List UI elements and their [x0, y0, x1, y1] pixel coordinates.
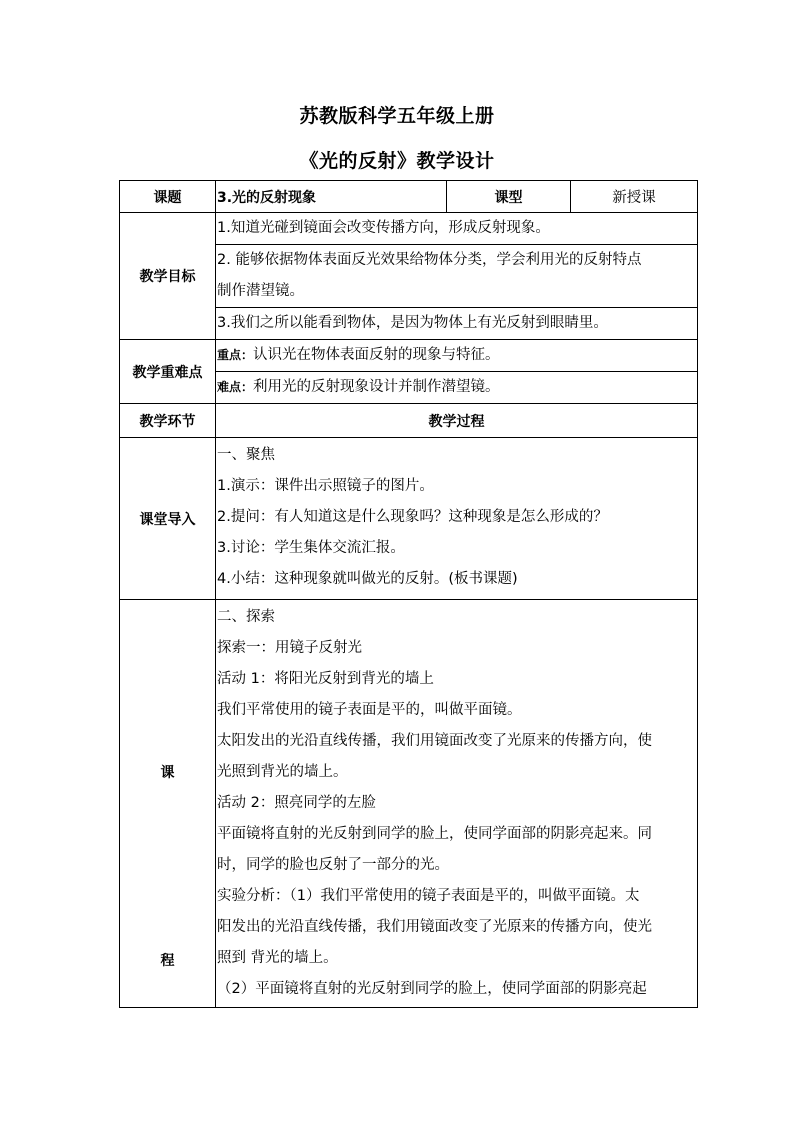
goal-item — [216, 213, 697, 245]
course-line: 探索一：用镜子反射光 — [217, 640, 362, 656]
goals-list — [216, 213, 697, 339]
key-point-text: 认识光在物体表面反射的现象与特征。 — [253, 347, 500, 363]
intro-row — [120, 438, 698, 600]
course-line: 实验分析：（1）我们平常使用的镜子表面是平的，叫做平面镜。太 — [217, 888, 640, 904]
goals-content — [216, 213, 698, 340]
goal-line: 制作潜望镜。 — [217, 283, 304, 299]
topic-row — [120, 181, 698, 213]
intro-content — [216, 438, 698, 600]
key-points-content — [216, 340, 698, 404]
difficult-point — [216, 372, 697, 404]
course-line: 活动 2：照亮同学的左脸 — [217, 795, 376, 811]
key-point — [216, 340, 697, 372]
course-line: 光照到背光的墙上。 — [217, 764, 348, 780]
intro-line: 1.演示：课件出示照镜子的图片。 — [217, 478, 434, 494]
course-line: 照到 背光的墙上。 — [217, 950, 338, 966]
stage-label: 教学环节 — [120, 404, 216, 438]
course-label-top: 课 — [160, 765, 175, 781]
course-line: 我们平常使用的镜子表面是平的，叫做平面镜。 — [217, 702, 522, 718]
goal-line: 1.知道光碰到镜面会改变传播方向，形成反射现象。 — [217, 220, 550, 236]
course-line: 二、探索 — [217, 609, 275, 625]
process-label: 教学过程 — [216, 404, 698, 438]
course-line: 阳发出的光沿直线传播，我们用镜面改变了光原来的传播方向，使光 — [217, 919, 652, 935]
intro-line: 一、聚焦 — [217, 447, 275, 463]
course-line: 活动 1：将阳光反射到背光的墙上 — [217, 671, 434, 687]
goal-line: 2. 能够依据物体表面反光效果给物体分类，学会利用光的反射特点 — [217, 252, 642, 268]
type-label: 课型 — [447, 181, 571, 213]
course-line: （2）平面镜将直射的光反射到同学的脸上，使同学面部的阴影亮起 — [217, 981, 647, 997]
intro-line: 4.小结：这种现象就叫做光的反射。(板书课题) — [217, 571, 518, 587]
topic-value: 3.光的反射现象 — [216, 181, 447, 213]
process-header-row — [120, 404, 698, 438]
difficult-point-prefix: 难点： — [217, 380, 254, 394]
topic-label: 课题 — [120, 181, 216, 213]
key-points-row — [120, 340, 698, 404]
intro-line: 3.讨论：学生集体交流汇报。 — [217, 540, 405, 556]
key-point-prefix: 重点： — [217, 348, 254, 362]
intro-label: 课堂导入 — [120, 438, 216, 600]
course-line: 太阳发出的光沿直线传播，我们用镜面改变了光原来的传播方向，使 — [217, 733, 652, 749]
key-points-label: 教学重难点 — [120, 340, 216, 404]
goal-line: 3.我们之所以能看到物体，是因为物体上有光反射到眼睛里。 — [217, 315, 608, 331]
difficult-point-text: 利用光的反射现象设计并制作潜望镜。 — [253, 379, 500, 395]
course-line: 时，同学的脸也反射了一部分的光。 — [217, 857, 449, 873]
document-subtitle: 《光的反射》教学设计 — [299, 150, 495, 172]
intro-line: 2.提问：有人知道这是什么现象吗？这种现象是怎么形成的？ — [217, 509, 608, 525]
goals-label: 教学目标 — [120, 213, 216, 340]
goal-item — [216, 308, 697, 340]
type-value: 新授课 — [571, 181, 698, 213]
course-line: 平面镜将直射的光反射到同学的脸上，使同学面部的阴影亮起来。同 — [217, 826, 652, 842]
document-title: 苏教版科学五年级上册 — [299, 105, 495, 127]
course-content — [216, 600, 698, 1008]
lesson-plan-table — [119, 180, 698, 1008]
key-points-list — [216, 340, 697, 403]
goal-item — [216, 245, 697, 308]
course-label — [120, 600, 216, 1008]
course-label-bottom: 程 — [160, 953, 175, 969]
course-row — [120, 600, 698, 1008]
goals-row — [120, 213, 698, 340]
